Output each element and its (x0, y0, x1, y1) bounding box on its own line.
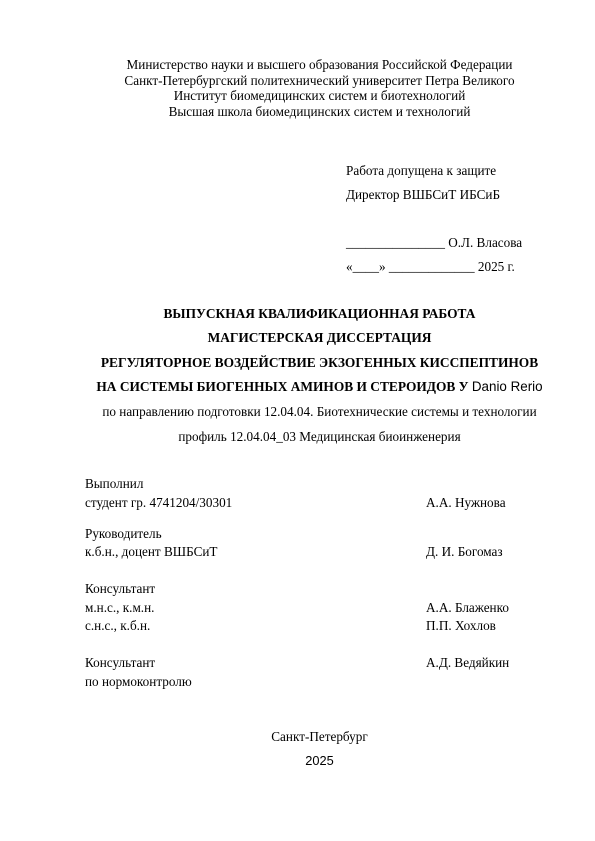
consultant-name-a: А.А. Блаженко (426, 600, 509, 615)
consultant-label: Консультант (85, 581, 156, 596)
supervisor-label: Руководитель (85, 526, 162, 541)
normcontrol-consultant-name: А.Д. Ведяйкин (426, 655, 510, 670)
institution-header (0, 57, 595, 119)
dissertation-title: МАГИСТЕРСКАЯ ДИССЕРТАЦИЯ (207, 330, 432, 345)
consultant-name-b: П.П. Хохлов (426, 618, 496, 633)
approval-label: Работа допущена к защите (346, 163, 497, 178)
consultant-role-a: м.н.с., к.м.н. (85, 600, 155, 615)
thesis-title-line2-main: НА СИСТЕМЫ БИОГЕННЫХ АМИНОВ И СТЕРОИДОВ У (96, 379, 469, 394)
thesis-title-line1: РЕГУЛЯТОРНОЕ ВОЗДЕЙСТВИЕ ЭКЗОГЕННЫХ КИССПЕПТИНОВ (100, 355, 539, 370)
university-line: Санкт-Петербургский политехнический университет Петра Великого (124, 72, 515, 88)
study-direction: по направлению подготовки 12.04.04. Биотехнические системы и технологии (102, 404, 537, 419)
performer-name: А.А. Нужнова (426, 495, 506, 510)
city: Санкт-Петербург (271, 729, 368, 744)
approval-signature: _______________ О.Л. Власова (346, 235, 523, 250)
year: 2025 (305, 753, 334, 768)
supervisor-role: к.б.н., доцент ВШБСиТ (85, 544, 218, 559)
work-type-title: ВЫПУСКНАЯ КВАЛИФИКАЦИОННАЯ РАБОТА (163, 306, 476, 321)
supervisor-name: Д. И. Богомаз (426, 544, 503, 559)
ministry-line: Министерство науки и высшего образования Российской Федерации (126, 57, 513, 72)
performer-label: Выполнил (85, 476, 144, 491)
thesis-title-line2 (0, 379, 595, 395)
institute-line: Институт биомедицинских систем и биотехнологий (173, 88, 466, 103)
study-profile: профиль 12.04.04_03 Медицинская биоинженерия (178, 429, 461, 444)
consultant-role-b: с.н.с., к.б.н. (85, 618, 151, 633)
approval-date: «____» _____________ 2025 г. (346, 259, 515, 274)
normcontrol-consultant-label: Консультант (85, 655, 156, 670)
species-name: Danio Rerio (471, 379, 543, 394)
normcontrol-consultant-role: по нормоконтролю (85, 674, 192, 689)
performer-role: студент гр. 4741204/30301 (85, 495, 233, 510)
school-line: Высшая школа биомедицинских систем и технологий (168, 103, 471, 119)
approval-director: Директор ВШБСиТ ИБСиБ (346, 187, 501, 202)
